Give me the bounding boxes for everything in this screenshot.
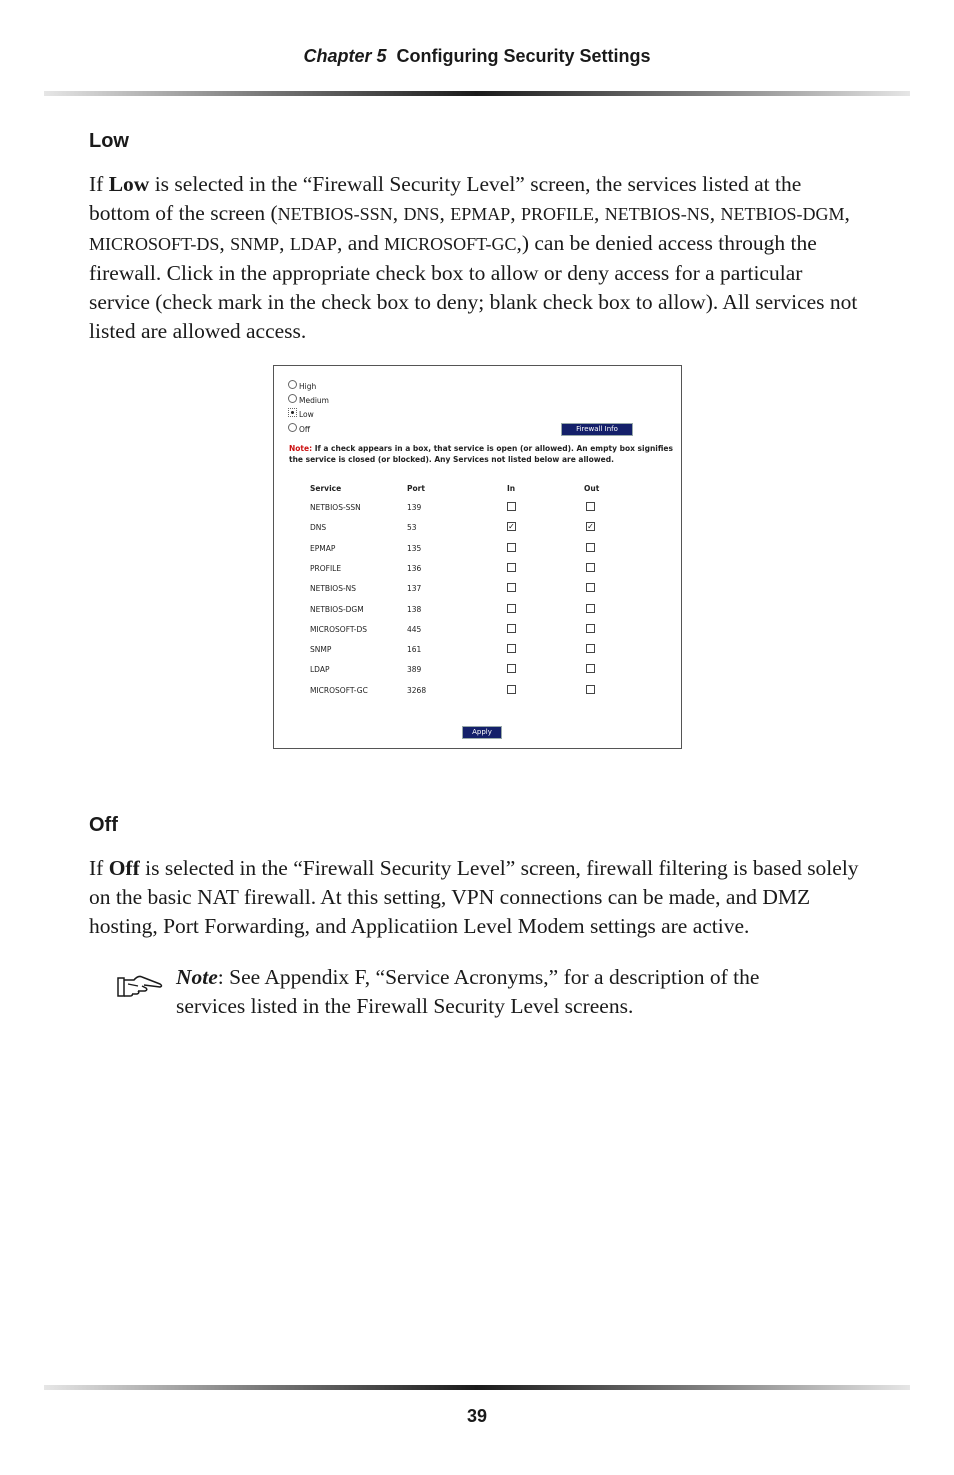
out-checkbox[interactable] [586,543,595,552]
col-service: Service [310,484,342,493]
out-checkbox[interactable] [586,644,595,653]
low-heading: Low [89,130,129,152]
note-text: : See Appendix F, “Service Acronyms,” for a description of the services listed in the Firewall Security Level screens. [176,965,760,1018]
text-run: If [89,172,109,196]
running-header [0,46,954,67]
text-run: If [89,856,109,880]
apply-button[interactable]: Apply [462,726,502,739]
service-row [274,503,679,517]
service-port: 137 [407,584,422,594]
out-checkbox[interactable] [586,563,595,572]
service-name: SNMP [310,645,332,655]
service-port: 139 [407,503,422,512]
service-port: 53 [407,523,417,533]
service-row [274,665,679,679]
service-row [274,625,679,639]
text-run: ,) can be denied access through the firewall. Click in the appropriate check box to allow or deny access for a particular service (check mark in the check box to deny; blank check box to allow). All services not listed are allowed access. [89,231,858,343]
pointing-hand-icon [116,972,164,998]
radio-label: Low [299,409,314,419]
service-name: LDAP [289,234,337,254]
service-name: MICROSOFT-GC [384,234,517,254]
header-rule [44,91,910,96]
service-port: 161 [407,645,422,655]
service-row [274,645,679,659]
radio-medium[interactable] [288,394,329,406]
service-name: DNS [310,523,327,533]
in-checkbox[interactable] [507,604,516,613]
out-checkbox[interactable] [586,664,595,673]
service-name: LDAP [310,665,330,675]
out-checkbox[interactable] [586,583,595,592]
service-name: PROFILE [310,563,342,573]
service-name: EPMAP [310,543,336,553]
radio-selected-icon[interactable] [288,408,297,417]
radio-icon[interactable] [288,394,297,403]
service-row [274,544,679,558]
col-out: Out [584,484,600,493]
service-row [274,605,679,619]
service-row [274,564,679,578]
note-label: Note: [289,444,313,453]
footer-rule [44,1385,910,1390]
radio-icon[interactable] [288,380,297,389]
service-name: MICROSOFT-DS [89,234,220,254]
in-checkbox[interactable] [507,502,516,511]
service-name: NETBIOS-SSN [277,204,393,224]
screenshot-note [289,443,681,465]
service-port: 445 [407,624,422,634]
service-name: MICROSOFT-DS [310,624,368,634]
service-name: NETBIOS-NS [604,204,710,224]
service-name: NETBIOS-DGM [310,604,364,614]
bold-low: Low [108,172,150,196]
note-label: Note [176,965,218,989]
in-checkbox[interactable] [507,543,516,552]
page-number: 39 [466,1406,488,1426]
col-in: In [507,484,516,493]
note-paragraph [176,963,796,1021]
text-run: is selected in the “Firewall Security Level” screen, firewall filtering is based solely on the basic NAT firewall. At this setting, VPN connections can be made, and DMZ hosting, Port Forwarding, and Applicatiion Level Modem settings are active. [89,856,859,938]
firewall-info-button[interactable]: Firewall Info [561,423,633,436]
low-paragraph: If Low is selected in the “Firewall Security Level” screen, the services listed at the bottom of the screen (NETBIOS-SSN, DNS, EPMAP, PROFILE, NETBIOS-NS, NETBIOS-DGM, MICROSOFT-DS, SNMP, LDAP, and MICROSOFT-GC,) can be denied access through the firewall. Click in the appropriate check box to allow or deny access for a particular service (check mark in the check box to deny; blank check box to allow). All services not listed are allowed access. [89,172,858,343]
service-name: DNS [403,204,440,224]
radio-label: Off [299,424,311,434]
in-checkbox[interactable] [507,563,516,572]
radio-high[interactable] [288,380,316,392]
service-port: 3268 [407,685,427,695]
out-checkbox-checked[interactable]: ✓ [587,522,594,532]
service-name: SNMP [230,234,280,254]
in-checkbox[interactable] [507,685,516,694]
service-row [274,686,679,700]
radio-low[interactable] [288,408,314,420]
out-checkbox[interactable] [586,502,595,511]
radio-label: Medium [299,395,329,405]
service-name: NETBIOS-DGM [720,204,845,224]
off-paragraph [89,854,864,941]
note-body: If a check appears in a box, that service is open (or allowed). An empty box signifies the service is closed (or blocked). Any Services not listed below are allowed. [289,444,673,464]
service-port: 138 [407,604,422,614]
text-run: is selected in the “Firewall Security Level” screen, the services listed at the bottom of the screen ( [89,172,802,225]
firewall-security-screenshot [273,365,682,749]
in-checkbox[interactable] [507,644,516,653]
out-checkbox[interactable] [586,685,595,694]
radio-label: High [299,381,317,391]
radio-icon[interactable] [288,423,297,432]
in-checkbox[interactable] [507,583,516,592]
chapter-label: Chapter 5 [303,46,387,66]
service-port: 389 [407,665,422,675]
text-run: and [347,231,379,255]
service-name: EPMAP [450,204,511,224]
service-port: 136 [407,563,422,573]
service-name: NETBIOS-NS [310,584,357,594]
in-checkbox[interactable] [507,624,516,633]
service-row [274,523,679,537]
chapter-title: Configuring Security Settings [396,46,651,66]
service-name: MICROSOFT-GC [310,685,368,695]
off-heading: Off [89,814,118,836]
service-port: 135 [407,543,422,553]
out-checkbox[interactable] [586,604,595,613]
out-checkbox[interactable] [586,624,595,633]
col-port: Port [407,484,425,493]
in-checkbox[interactable] [507,664,516,673]
service-name: NETBIOS-SSN [310,503,361,512]
in-checkbox-checked[interactable]: ✓ [508,522,515,532]
radio-off[interactable] [288,423,310,435]
service-row [274,584,679,598]
service-name: PROFILE [520,204,594,224]
bold-off: Off [108,856,140,880]
